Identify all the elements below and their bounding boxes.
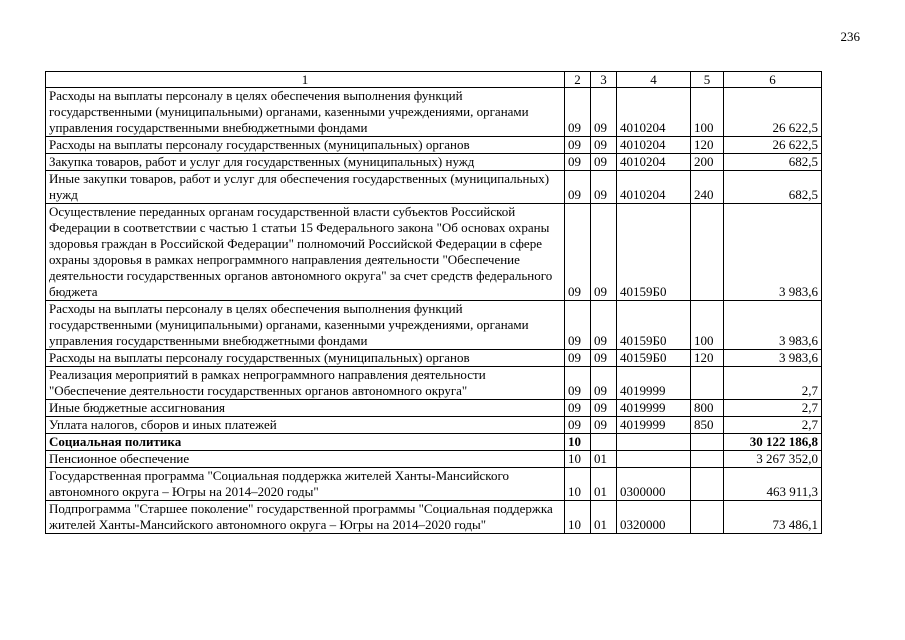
row-subsection: 09 xyxy=(591,171,617,204)
row-section: 09 xyxy=(565,137,591,154)
table-row xyxy=(46,451,822,468)
row-target-article: 40159Б0 xyxy=(617,350,691,367)
row-target-article: 40159Б0 xyxy=(617,204,691,301)
row-name: Пенсионное обеспечение xyxy=(46,451,565,468)
row-amount: 30 122 186,8 xyxy=(724,434,822,451)
row-expense-type xyxy=(691,204,724,301)
table-row xyxy=(46,301,822,350)
row-amount: 463 911,3 xyxy=(724,468,822,501)
row-subsection: 01 xyxy=(591,468,617,501)
row-name: Осуществление переданных органам государственной власти субъектов Российской Федерации в соответствии с частью 1 статьи 15 Федерального закона "Об основах охраны здоровья граждан в Российской Федерации" полномочий Российской Федерации в сфере охраны здоровья в рамках непрограммного направления деятельности "Обеспечение деятельности государственных органов автономного округа" за счет средств федерального бюджета xyxy=(46,204,565,301)
header-col-4: 4 xyxy=(617,72,691,88)
row-name: Расходы на выплаты персоналу государственных (муниципальных) органов xyxy=(46,350,565,367)
row-subsection: 09 xyxy=(591,88,617,137)
row-target-article: 4010204 xyxy=(617,171,691,204)
row-expense-type: 850 xyxy=(691,417,724,434)
row-amount: 26 622,5 xyxy=(724,88,822,137)
row-subsection: 01 xyxy=(591,501,617,534)
budget-table xyxy=(45,71,822,534)
row-target-article: 4010204 xyxy=(617,88,691,137)
row-expense-type: 100 xyxy=(691,301,724,350)
row-expense-type xyxy=(691,367,724,400)
row-section: 09 xyxy=(565,400,591,417)
row-subsection: 09 xyxy=(591,154,617,171)
header-col-2: 2 xyxy=(565,72,591,88)
table-row xyxy=(46,171,822,204)
row-section: 09 xyxy=(565,88,591,137)
table-row xyxy=(46,501,822,534)
row-expense-type xyxy=(691,468,724,501)
row-section: 10 xyxy=(565,468,591,501)
table-row xyxy=(46,137,822,154)
header-col-6: 6 xyxy=(724,72,822,88)
row-name: Расходы на выплаты персоналу государственных (муниципальных) органов xyxy=(46,137,565,154)
row-section: 09 xyxy=(565,350,591,367)
row-section: 09 xyxy=(565,301,591,350)
row-target-article: 4010204 xyxy=(617,137,691,154)
row-target-article: 4019999 xyxy=(617,417,691,434)
row-amount: 682,5 xyxy=(724,154,822,171)
row-target-article: 4019999 xyxy=(617,400,691,417)
row-name: Уплата налогов, сборов и иных платежей xyxy=(46,417,565,434)
row-expense-type: 120 xyxy=(691,350,724,367)
row-amount: 3 983,6 xyxy=(724,301,822,350)
row-name: Реализация мероприятий в рамках непрограммного направления деятельности "Обеспечение деятельности государственных органов автономного округа" xyxy=(46,367,565,400)
table-row xyxy=(46,434,822,451)
row-expense-type xyxy=(691,434,724,451)
row-name: Иные бюджетные ассигнования xyxy=(46,400,565,417)
row-target-article: 0300000 xyxy=(617,468,691,501)
row-section: 09 xyxy=(565,154,591,171)
row-expense-type xyxy=(691,501,724,534)
row-subsection: 09 xyxy=(591,137,617,154)
row-amount: 3 267 352,0 xyxy=(724,451,822,468)
page-number: 236 xyxy=(840,29,860,44)
table-header-row xyxy=(46,72,822,88)
row-subsection xyxy=(591,434,617,451)
row-name: Иные закупки товаров, работ и услуг для обеспечения государственных (муниципальных) нужд xyxy=(46,171,565,204)
row-subsection: 09 xyxy=(591,417,617,434)
row-amount: 2,7 xyxy=(724,367,822,400)
row-subsection: 09 xyxy=(591,400,617,417)
header-col-3: 3 xyxy=(591,72,617,88)
row-amount: 2,7 xyxy=(724,400,822,417)
row-subsection: 01 xyxy=(591,451,617,468)
table-row xyxy=(46,204,822,301)
table-body xyxy=(46,88,822,534)
row-section: 09 xyxy=(565,204,591,301)
row-expense-type xyxy=(691,451,724,468)
row-expense-type: 200 xyxy=(691,154,724,171)
table-row xyxy=(46,400,822,417)
row-subsection: 09 xyxy=(591,367,617,400)
row-section: 10 xyxy=(565,434,591,451)
row-amount: 2,7 xyxy=(724,417,822,434)
table-row xyxy=(46,154,822,171)
row-target-article: 4010204 xyxy=(617,154,691,171)
row-name: Социальная политика xyxy=(46,434,565,451)
row-name: Расходы на выплаты персоналу в целях обеспечения выполнения функций государственными (муниципальными) органами, казенными учреждениями, органами управления государственными внебюджетными фондами xyxy=(46,88,565,137)
row-amount: 682,5 xyxy=(724,171,822,204)
row-expense-type: 800 xyxy=(691,400,724,417)
row-name: Государственная программа "Социальная поддержка жителей Ханты-Мансийского автономного округа – Югры на 2014–2020 годы" xyxy=(46,468,565,501)
row-name: Закупка товаров, работ и услуг для государственных (муниципальных) нужд xyxy=(46,154,565,171)
table-row xyxy=(46,350,822,367)
row-subsection: 09 xyxy=(591,301,617,350)
row-section: 10 xyxy=(565,451,591,468)
header-col-5: 5 xyxy=(691,72,724,88)
row-section: 09 xyxy=(565,367,591,400)
row-section: 09 xyxy=(565,417,591,434)
table-row xyxy=(46,367,822,400)
row-section: 09 xyxy=(565,171,591,204)
row-target-article: 4019999 xyxy=(617,367,691,400)
row-section: 10 xyxy=(565,501,591,534)
row-target-article xyxy=(617,451,691,468)
row-expense-type: 120 xyxy=(691,137,724,154)
row-target-article: 40159Б0 xyxy=(617,301,691,350)
row-expense-type: 240 xyxy=(691,171,724,204)
row-amount: 26 622,5 xyxy=(724,137,822,154)
row-subsection: 09 xyxy=(591,350,617,367)
row-amount: 3 983,6 xyxy=(724,204,822,301)
row-target-article: 0320000 xyxy=(617,501,691,534)
row-amount: 73 486,1 xyxy=(724,501,822,534)
row-name: Подпрограмма "Старшее поколение" государственной программы "Социальная поддержка жителей Ханты-Мансийского автономного округа – Югры на 2014–2020 годы" xyxy=(46,501,565,534)
row-amount: 3 983,6 xyxy=(724,350,822,367)
table-row xyxy=(46,88,822,137)
row-name: Расходы на выплаты персоналу в целях обеспечения выполнения функций государственными (муниципальными) органами, казенными учреждениями, органами управления государственными внебюджетными фондами xyxy=(46,301,565,350)
table-row xyxy=(46,417,822,434)
row-subsection: 09 xyxy=(591,204,617,301)
header-col-1: 1 xyxy=(46,72,565,88)
row-expense-type: 100 xyxy=(691,88,724,137)
row-target-article xyxy=(617,434,691,451)
table-row xyxy=(46,468,822,501)
